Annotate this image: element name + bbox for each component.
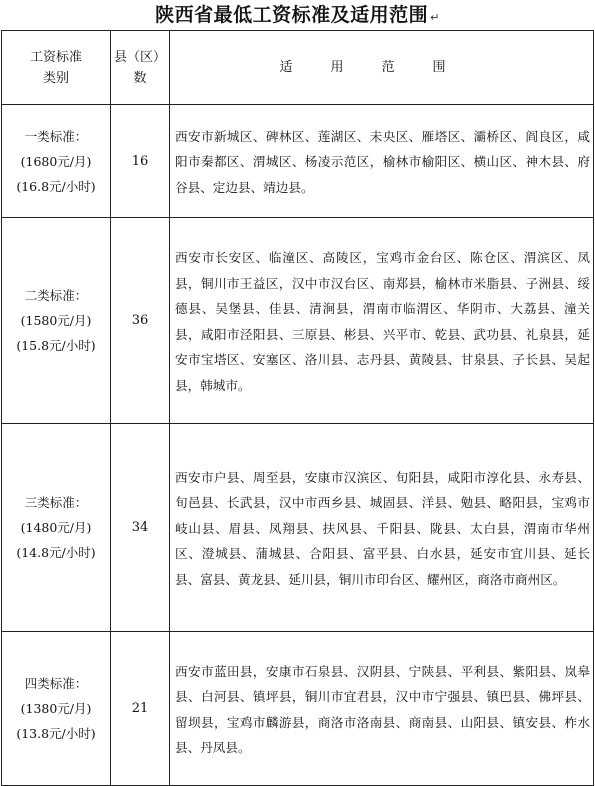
header-category-line1: 工资标准 [29,49,82,65]
standard-name: 二类标准： [24,288,88,303]
standard-cell [2,424,111,632]
header-scope-text: 适用范围 [279,60,484,75]
standard-hourly: (16.8元/小时) [16,178,96,194]
standard-name: 三类标准： [24,495,88,510]
header-row [2,31,594,105]
table-row [2,218,594,424]
standard-monthly: (1380元/月) [20,701,92,716]
header-count-line2: 数 [133,70,147,86]
page-title [0,2,595,31]
paragraph-mark-icon: ↵ [430,11,440,24]
scope-cell: 西安市新城区、碑林区、莲湖区、未央区、雁塔区、灞桥区、阎良区，咸阳市秦都区、渭城区、杨凌示范区，榆林市榆阳区、横山区、神木县、府谷县、定边县、靖边县。 [170,105,594,218]
scope-cell: 西安市蓝田县，安康市石泉县、汉阴县、宁陕县、平利县、紫阳县、岚皋县、白河县、镇坪县，铜川市宜君县，汉中市宁强县、镇巴县、佛坪县、留坝县，宝鸡市麟游县，商洛市洛南县、商南县、山阳县、镇安县、柞水县、丹凤县。 [170,632,594,786]
table-row [2,105,594,218]
header-category-line2: 类别 [42,70,69,86]
county-count: 16 [111,105,170,218]
wage-table [1,30,594,786]
standard-cell [2,105,111,218]
standard-hourly: (14.8元/小时) [16,545,96,560]
standard-name: 一类标准： [24,128,88,144]
standard-hourly: (15.8元/小时) [16,338,96,353]
header-scope [170,31,594,105]
scope-cell: 西安市户县、周至县，安康市汉滨区、旬阳县，咸阳市淳化县、永寿县、旬邑县、长武县，汉中市西乡县、城固县、洋县、勉县、略阳县，宝鸡市岐山县、眉县、凤翔县、扶风县、千阳县、陇县、太白县，渭南市华州区、澄城县、蒲城县、合阳县、富平县、白水县，延安市宜川县、延长县、富县、黄龙县、延川县，铜川市印台区、耀州区，商洛市商州区。 [170,424,594,632]
table-row [2,632,594,786]
scope-cell: 西安市长安区、临潼区、高陵区，宝鸡市金台区、陈仓区、渭滨区、凤县，铜川市王益区，汉中市汉台区、南郑县，榆林市米脂县、子洲县、绥德县、吴堡县、佳县、清涧县，渭南市临渭区、华阴市、大荔县、潼关县，咸阳市泾阳县、三原县、彬县、兴平市、乾县、武功县、礼泉县，延安市宝塔区、安塞区、洛川县、志丹县、黄陵县、甘泉县、子长县、吴起县，韩城市。 [170,218,594,424]
county-count: 36 [111,218,170,424]
standard-cell [2,218,111,424]
standard-hourly: (13.8元/小时) [16,726,96,741]
county-count: 34 [111,424,170,632]
standard-monthly: (1680元/月) [20,153,92,169]
header-count-line1: 县（区） [113,49,166,65]
standard-monthly: (1480元/月) [20,520,92,535]
standard-monthly: (1580元/月) [20,313,92,328]
standard-cell [2,632,111,786]
title-text: 陕西省最低工资标准及适用范围 [155,4,429,26]
header-count [111,31,170,105]
standard-name: 四类标准： [24,676,88,691]
table-row [2,424,594,632]
county-count: 21 [111,632,170,786]
header-category [2,31,111,105]
